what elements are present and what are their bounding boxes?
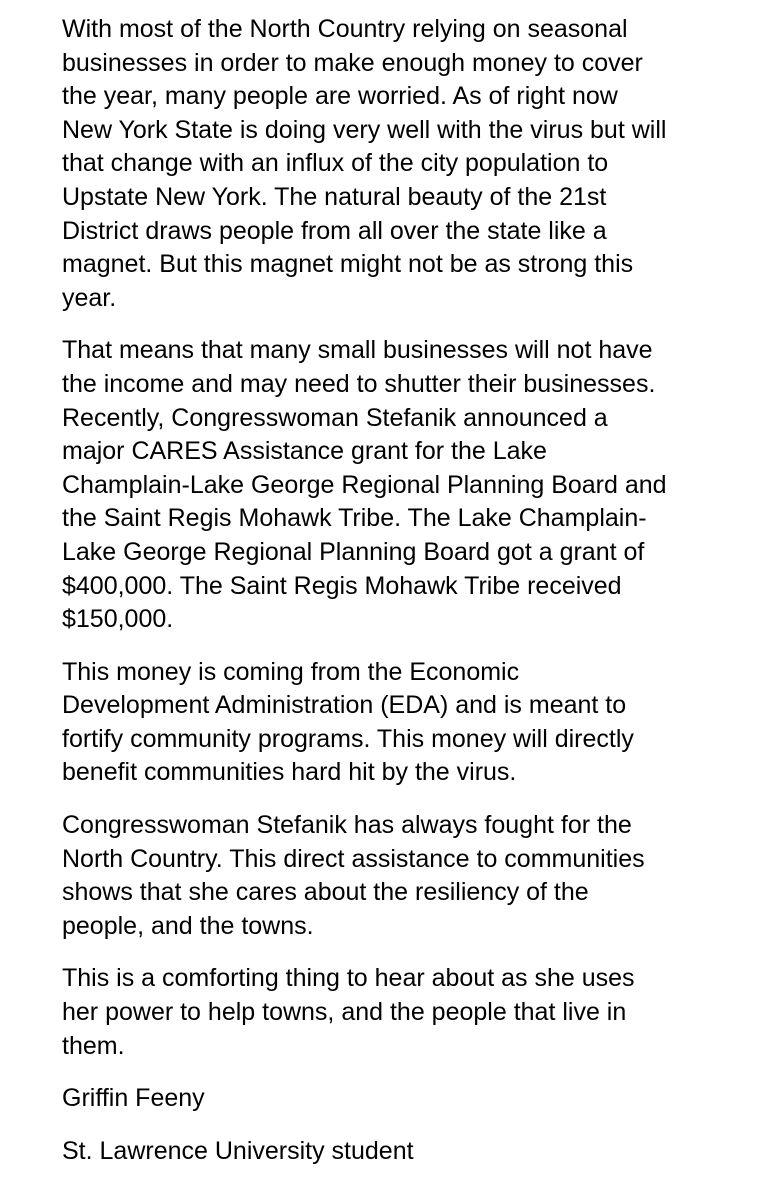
text-line: people, and the towns. bbox=[62, 911, 314, 940]
text-line: This is a comforting thing to hear about as she uses bbox=[62, 964, 635, 993]
text-line: major CARES Assistance grant for the Lake bbox=[62, 437, 547, 466]
text-line: businesses in order to make enough money to cover bbox=[62, 48, 643, 77]
text-line: $400,000. The Saint Regis Mohawk Tribe received bbox=[62, 571, 622, 600]
text-line: Development Administration (EDA) and is meant to bbox=[62, 691, 627, 720]
text-line: Recently, Congresswoman Stefanik announced a bbox=[62, 403, 608, 432]
letter-body bbox=[62, 13, 742, 1187]
text-line: fortify community programs. This money will directly bbox=[62, 724, 634, 753]
text-line: $150,000. bbox=[62, 605, 174, 634]
text-line: year. bbox=[62, 283, 117, 312]
text-line: New York State is doing very well with the virus but will bbox=[62, 115, 667, 144]
paragraph-eda-funding bbox=[62, 656, 742, 790]
text-line: benefit communities hard hit by the virus. bbox=[62, 758, 517, 787]
text-line: magnet. But this magnet might not be as strong this bbox=[62, 250, 634, 279]
text-line: Congresswoman Stefanik has always fought for the bbox=[62, 811, 632, 840]
text-line: That means that many small businesses will not have bbox=[62, 336, 653, 365]
text-line: District draws people from all over the state like a bbox=[62, 216, 607, 245]
author-affiliation bbox=[62, 1135, 742, 1169]
text-line: Champlain-Lake George Regional Planning Board and bbox=[62, 470, 667, 499]
text-line: North Country. This direct assistance to communities bbox=[62, 844, 645, 873]
text-line: them. bbox=[62, 1031, 125, 1060]
text-line: the income and may need to shutter their businesses. bbox=[62, 369, 656, 398]
paragraph-closing bbox=[62, 962, 742, 1063]
text-line: that change with an influx of the city population to bbox=[62, 149, 609, 178]
text-line: Upstate New York. The natural beauty of the 21st bbox=[62, 182, 607, 211]
text-line: Lake George Regional Planning Board got a grant of bbox=[62, 537, 645, 566]
text-line: Griffin Feeny bbox=[62, 1084, 205, 1113]
text-line: St. Lawrence University student bbox=[62, 1136, 414, 1165]
text-line: shows that she cares about the resiliency of the bbox=[62, 878, 589, 907]
text-line: the Saint Regis Mohawk Tribe. The Lake Champlain- bbox=[62, 504, 647, 533]
text-line: her power to help towns, and the people that live in bbox=[62, 998, 627, 1027]
text-line: This money is coming from the Economic bbox=[62, 657, 520, 686]
paragraph-stefanik-support bbox=[62, 809, 742, 943]
text-line: With most of the North Country relying on seasonal bbox=[62, 15, 628, 43]
author-name bbox=[62, 1082, 742, 1116]
text-line: the year, many people are worried. As of right now bbox=[62, 82, 618, 111]
paragraph-cares-grant bbox=[62, 334, 742, 636]
paragraph-seasonal-businesses bbox=[62, 13, 742, 315]
